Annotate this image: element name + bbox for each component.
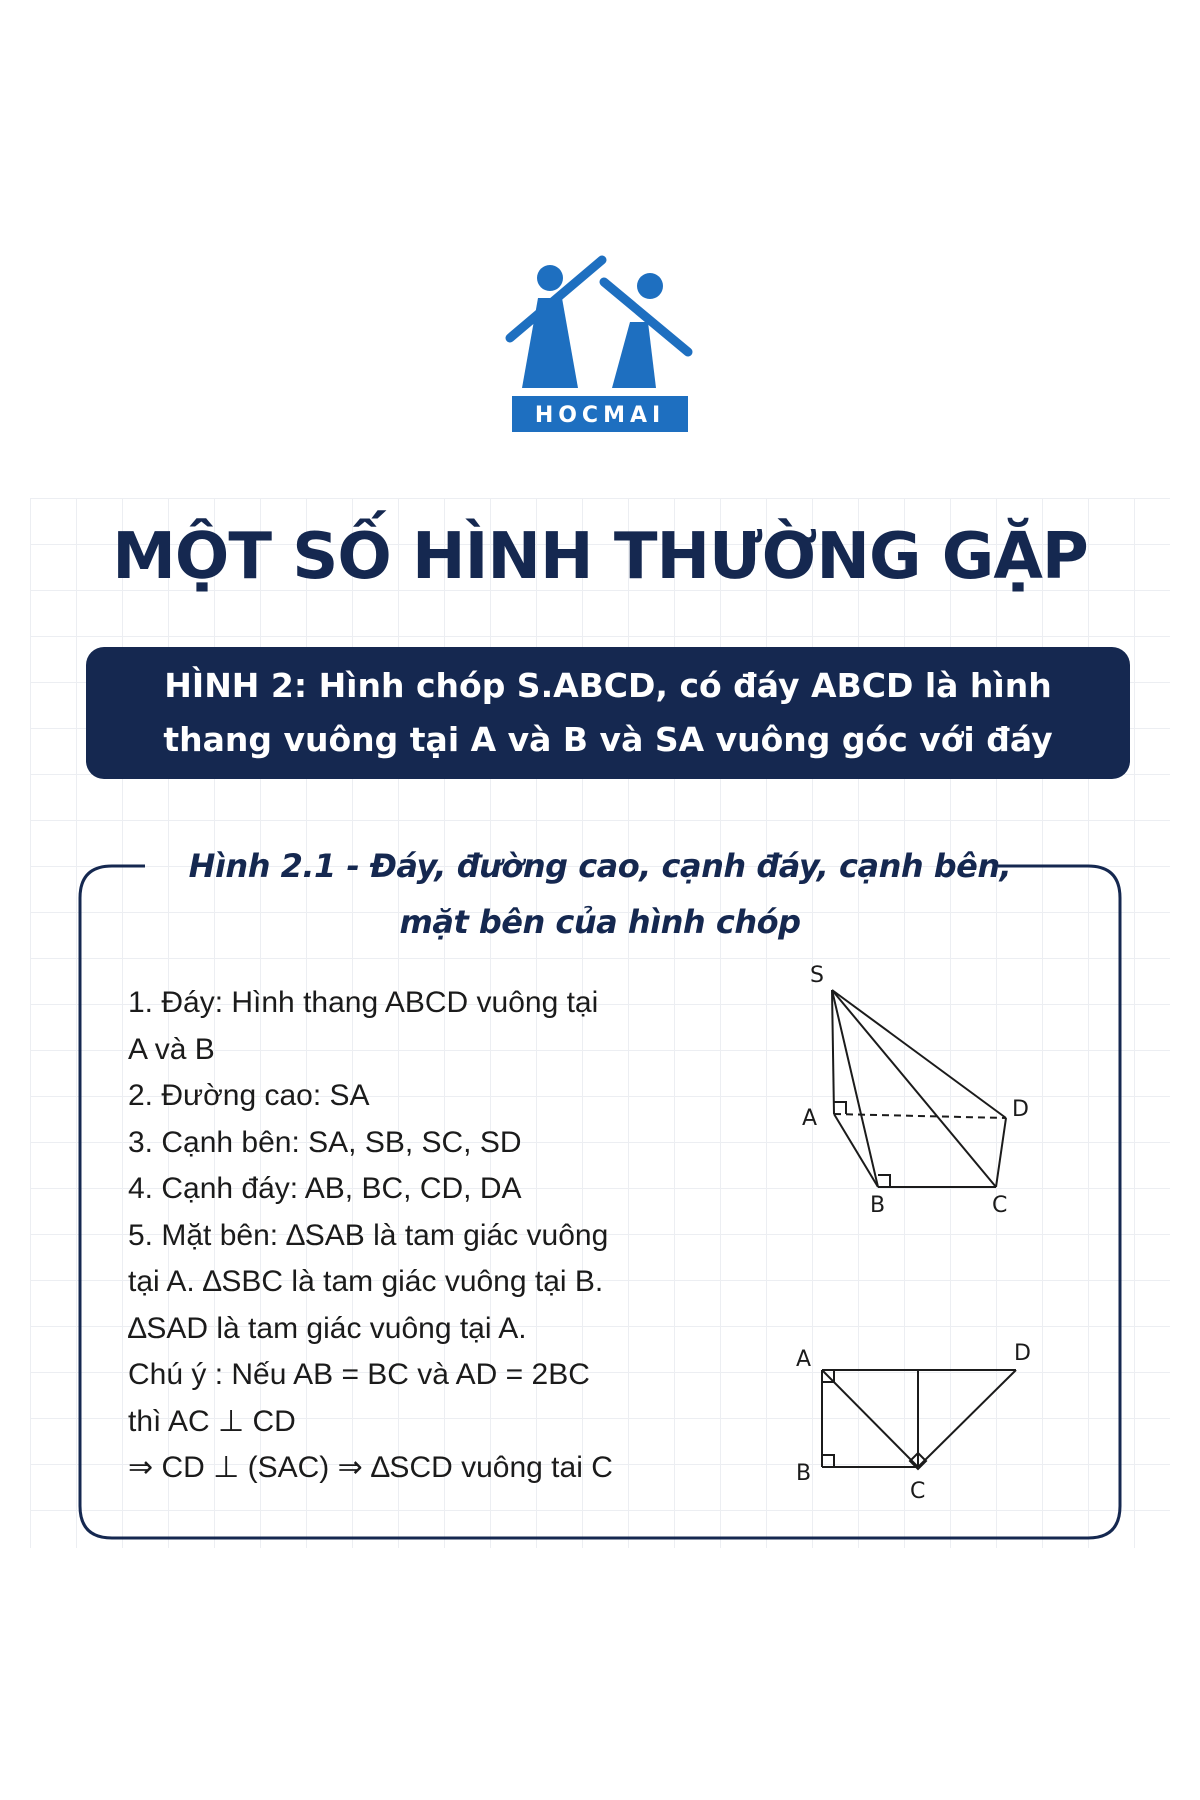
content-line: 1. Đáy: Hình thang ABCD vuông tại	[128, 986, 599, 1019]
content-line: 4. Cạnh đáy: AB, BC, CD, DA	[128, 1172, 522, 1205]
vertex-label-b: B	[796, 1461, 812, 1486]
logo-text: HOCMAI	[534, 403, 666, 428]
content-line: 3. Cạnh bên: SA, SB, SC, SD	[128, 1125, 522, 1159]
banner-line-2: thang vuông tại A và B và SA vuông góc với đáy	[163, 720, 1053, 759]
pyramid-figure	[790, 950, 1050, 1230]
vertex-label-d: D	[1012, 1097, 1029, 1122]
section-title-line-2: mặt bên của hình chóp	[399, 903, 801, 941]
content-line: 5. Mặt bên: ∆SAB là tam giác vuông	[128, 1218, 609, 1252]
vertex-label-s: S	[810, 963, 824, 988]
vertex-label-c: C	[992, 1193, 1008, 1218]
content-line: ⇒ CD ⊥ (SAC) ⇒ ∆SCD vuông tai C	[128, 1451, 613, 1484]
content-line: thì AC ⊥ CD	[128, 1404, 296, 1438]
vertex-label-a: A	[796, 1347, 812, 1372]
trapezoid-figure	[770, 1330, 1040, 1520]
vertex-label-c: C	[910, 1479, 926, 1504]
content-line: A và B	[128, 1032, 215, 1066]
content-list	[128, 980, 768, 1492]
section-title-line-1: Hình 2.1 - Đáy, đường cao, cạnh đáy, cạnh bên,	[188, 847, 1012, 885]
vertex-label-b: B	[870, 1193, 886, 1218]
vertex-label-d: D	[1014, 1341, 1031, 1366]
hocmai-logo-mark	[500, 250, 700, 440]
content-line: Chú ý : Nếu AB = BC và AD = 2BC	[128, 1358, 590, 1391]
content-line: 2. Đường cao: SA	[128, 1079, 370, 1112]
vertex-label-a: A	[802, 1106, 818, 1131]
hocmai-logo	[500, 250, 700, 440]
content-line: tại A. ∆SBC là tam giác vuông tại B.	[128, 1265, 604, 1298]
content-line: ∆SAD là tam giác vuông tại A.	[128, 1311, 527, 1345]
figure-banner	[86, 647, 1130, 779]
page-title: MỘT SỐ HÌNH THƯỜNG GẶP	[112, 520, 1088, 594]
banner-line-1: HÌNH 2: Hình chóp S.ABCD, có đáy ABCD là hình	[164, 666, 1052, 705]
section-title	[140, 838, 1060, 950]
